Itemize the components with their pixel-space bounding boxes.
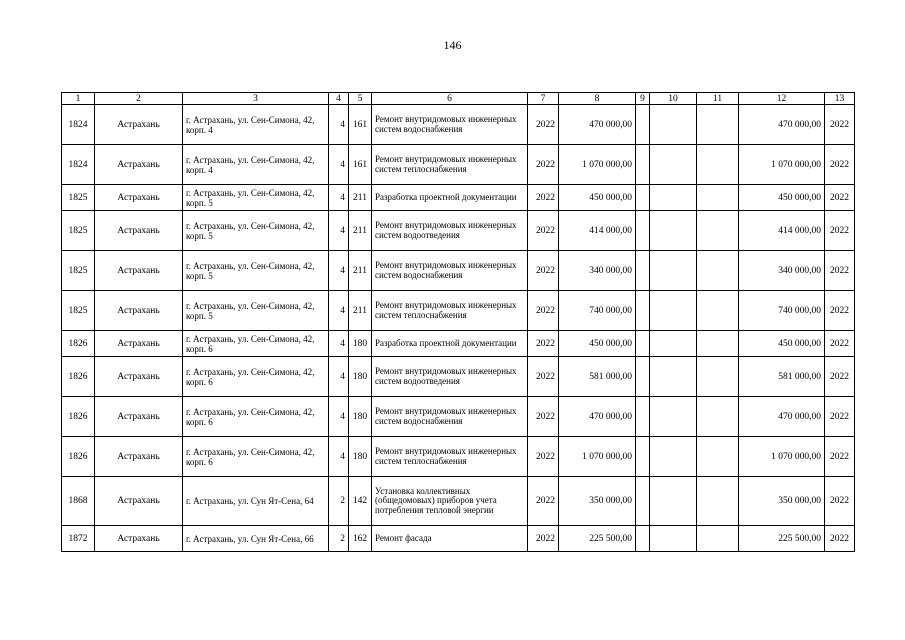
cell-year: 2022: [528, 397, 559, 437]
cell-cost: 740 000,00: [559, 291, 636, 331]
cell-floors: 4: [329, 291, 349, 331]
cell-cost: 1 070 000,00: [559, 437, 636, 477]
cell-work-type: Ремонт внутридомовых инженерных систем водоснабжения: [372, 397, 528, 437]
cell-col-9: [636, 437, 650, 477]
column-header-7: 7: [528, 93, 559, 105]
cell-completion-year: 2022: [825, 145, 855, 185]
cell-year: 2022: [528, 185, 559, 211]
cell-address: г. Астрахань, ул. Сен-Симона, 42, корп. 5: [183, 185, 329, 211]
cell-row-number: 1826: [62, 437, 95, 477]
cell-col-11: [697, 397, 739, 437]
cell-total-cost: 470 000,00: [739, 105, 825, 145]
cell-house-id: 180: [349, 331, 372, 357]
cell-col-11: [697, 145, 739, 185]
cell-work-type: Ремонт внутридомовых инженерных систем водоотведения: [372, 211, 528, 251]
cell-col-10: [650, 357, 697, 397]
cell-total-cost: 470 000,00: [739, 397, 825, 437]
cell-total-cost: 350 000,00: [739, 477, 825, 526]
cell-year: 2022: [528, 105, 559, 145]
cell-col-11: [697, 291, 739, 331]
cell-col-9: [636, 357, 650, 397]
column-header-5: 5: [349, 93, 372, 105]
cell-work-type: Разработка проектной документации: [372, 331, 528, 357]
cell-municipality: Астрахань: [95, 185, 183, 211]
table-row: [62, 185, 855, 211]
cell-floors: 4: [329, 185, 349, 211]
column-header-2: 2: [95, 93, 183, 105]
cell-cost: 340 000,00: [559, 251, 636, 291]
cell-row-number: 1825: [62, 291, 95, 331]
cell-municipality: Астрахань: [95, 437, 183, 477]
cell-floors: 4: [329, 331, 349, 357]
cell-col-9: [636, 526, 650, 552]
cell-cost: 350 000,00: [559, 477, 636, 526]
cell-work-type: Ремонт внутридомовых инженерных систем теплоснабжения: [372, 437, 528, 477]
cell-year: 2022: [528, 251, 559, 291]
cell-col-10: [650, 251, 697, 291]
cell-col-10: [650, 397, 697, 437]
cell-address: г. Астрахань, ул. Сен-Симона, 42, корп. 6: [183, 357, 329, 397]
cell-completion-year: 2022: [825, 397, 855, 437]
cell-address: г. Астрахань, ул. Сен-Симона, 42, корп. 4: [183, 105, 329, 145]
cell-address: г. Астрахань, ул. Сен-Симона, 42, корп. 5: [183, 291, 329, 331]
cell-house-id: 180: [349, 397, 372, 437]
cell-completion-year: 2022: [825, 211, 855, 251]
column-header-8: 8: [559, 93, 636, 105]
cell-col-11: [697, 526, 739, 552]
cell-year: 2022: [528, 357, 559, 397]
cell-completion-year: 2022: [825, 105, 855, 145]
cell-work-type: Ремонт внутридомовых инженерных систем водоотведения: [372, 357, 528, 397]
cell-floors: 4: [329, 357, 349, 397]
cell-col-9: [636, 291, 650, 331]
cell-col-10: [650, 211, 697, 251]
cell-row-number: 1872: [62, 526, 95, 552]
cell-completion-year: 2022: [825, 185, 855, 211]
cell-municipality: Астрахань: [95, 477, 183, 526]
cell-cost: 450 000,00: [559, 331, 636, 357]
cell-total-cost: 1 070 000,00: [739, 437, 825, 477]
cell-year: 2022: [528, 477, 559, 526]
cell-col-11: [697, 105, 739, 145]
cell-col-11: [697, 251, 739, 291]
cell-col-9: [636, 477, 650, 526]
cell-row-number: 1824: [62, 105, 95, 145]
cell-row-number: 1868: [62, 477, 95, 526]
column-header-4: 4: [329, 93, 349, 105]
cell-work-type: Ремонт внутридомовых инженерных систем теплоснабжения: [372, 145, 528, 185]
table-row: [62, 105, 855, 145]
column-header-10: 10: [650, 93, 697, 105]
cell-municipality: Астрахань: [95, 331, 183, 357]
cell-work-type: Ремонт внутридомовых инженерных систем водоснабжения: [372, 251, 528, 291]
cell-row-number: 1825: [62, 211, 95, 251]
cell-address: г. Астрахань, ул. Сен-Симона, 42, корп. 6: [183, 437, 329, 477]
cell-cost: 470 000,00: [559, 105, 636, 145]
cell-col-11: [697, 477, 739, 526]
cell-address: г. Астрахань, ул. Сен-Симона, 42, корп. 6: [183, 397, 329, 437]
cell-col-11: [697, 357, 739, 397]
cell-col-10: [650, 437, 697, 477]
cell-col-10: [650, 331, 697, 357]
cell-house-id: 211: [349, 211, 372, 251]
cell-house-id: 161: [349, 145, 372, 185]
column-header-9: 9: [636, 93, 650, 105]
cell-cost: 470 000,00: [559, 397, 636, 437]
cell-col-9: [636, 251, 650, 291]
cell-row-number: 1825: [62, 251, 95, 291]
cell-col-11: [697, 185, 739, 211]
cell-col-9: [636, 105, 650, 145]
column-header-6: 6: [372, 93, 528, 105]
cell-year: 2022: [528, 437, 559, 477]
cell-cost: 1 070 000,00: [559, 145, 636, 185]
cell-municipality: Астрахань: [95, 291, 183, 331]
cell-municipality: Астрахань: [95, 211, 183, 251]
cell-col-10: [650, 145, 697, 185]
cell-floors: 4: [329, 251, 349, 291]
cell-address: г. Астрахань, ул. Сен-Симона, 42, корп. 6: [183, 331, 329, 357]
column-header-11: 11: [697, 93, 739, 105]
cell-total-cost: 225 500,00: [739, 526, 825, 552]
cell-row-number: 1824: [62, 145, 95, 185]
cell-work-type: Разработка проектной документации: [372, 185, 528, 211]
cell-col-9: [636, 397, 650, 437]
cell-municipality: Астрахань: [95, 105, 183, 145]
table-row: [62, 331, 855, 357]
cell-col-10: [650, 185, 697, 211]
cell-municipality: Астрахань: [95, 397, 183, 437]
cell-work-type: Ремонт фасада: [372, 526, 528, 552]
cell-address: г. Астрахань, ул. Сун Ят-Сена, 66: [183, 526, 329, 552]
cell-completion-year: 2022: [825, 291, 855, 331]
cell-work-type: Ремонт внутридомовых инженерных систем теплоснабжения: [372, 291, 528, 331]
table-row: [62, 397, 855, 437]
cell-work-type: Установка коллективных (общедомовых) приборов учета потребления тепловой энергии: [372, 477, 528, 526]
cell-col-9: [636, 211, 650, 251]
table-row: [62, 291, 855, 331]
cell-row-number: 1826: [62, 331, 95, 357]
cell-cost: 414 000,00: [559, 211, 636, 251]
table-row: [62, 477, 855, 526]
cell-floors: 4: [329, 145, 349, 185]
cell-col-10: [650, 526, 697, 552]
cell-completion-year: 2022: [825, 331, 855, 357]
cell-floors: 2: [329, 477, 349, 526]
cell-municipality: Астрахань: [95, 357, 183, 397]
table-row: [62, 437, 855, 477]
cell-year: 2022: [528, 211, 559, 251]
cell-col-9: [636, 145, 650, 185]
cell-floors: 2: [329, 526, 349, 552]
cell-completion-year: 2022: [825, 477, 855, 526]
column-header-13: 13: [825, 93, 855, 105]
table-row: [62, 357, 855, 397]
cell-year: 2022: [528, 526, 559, 552]
header-row: [62, 93, 855, 105]
cell-col-10: [650, 105, 697, 145]
cell-row-number: 1825: [62, 185, 95, 211]
cell-house-id: 142: [349, 477, 372, 526]
page-number: 146: [443, 38, 462, 52]
cell-total-cost: 1 070 000,00: [739, 145, 825, 185]
cell-completion-year: 2022: [825, 437, 855, 477]
cell-year: 2022: [528, 331, 559, 357]
cell-year: 2022: [528, 291, 559, 331]
cell-floors: 4: [329, 211, 349, 251]
column-header-3: 3: [183, 93, 329, 105]
table-row: [62, 211, 855, 251]
cell-col-10: [650, 291, 697, 331]
cell-address: г. Астрахань, ул. Сен-Симона, 42, корп. 5: [183, 251, 329, 291]
cell-house-id: 211: [349, 251, 372, 291]
cell-house-id: 161: [349, 105, 372, 145]
cell-work-type: Ремонт внутридомовых инженерных систем водоснабжения: [372, 105, 528, 145]
cell-house-id: 211: [349, 291, 372, 331]
column-header-1: 1: [62, 93, 95, 105]
cell-col-10: [650, 477, 697, 526]
cell-municipality: Астрахань: [95, 145, 183, 185]
cell-floors: 4: [329, 437, 349, 477]
table-row: [62, 251, 855, 291]
cell-col-11: [697, 211, 739, 251]
cell-completion-year: 2022: [825, 357, 855, 397]
cell-total-cost: 414 000,00: [739, 211, 825, 251]
cell-col-11: [697, 437, 739, 477]
cell-year: 2022: [528, 145, 559, 185]
cell-col-9: [636, 331, 650, 357]
cell-row-number: 1826: [62, 397, 95, 437]
cell-row-number: 1826: [62, 357, 95, 397]
cell-municipality: Астрахань: [95, 251, 183, 291]
cell-total-cost: 581 000,00: [739, 357, 825, 397]
cell-house-id: 162: [349, 526, 372, 552]
cell-cost: 450 000,00: [559, 185, 636, 211]
table-row: [62, 526, 855, 552]
cell-cost: 225 500,00: [559, 526, 636, 552]
cell-address: г. Астрахань, ул. Сун Ят-Сена, 64: [183, 477, 329, 526]
table-row: [62, 145, 855, 185]
cell-house-id: 180: [349, 437, 372, 477]
cell-address: г. Астрахань, ул. Сен-Симона, 42, корп. 4: [183, 145, 329, 185]
cell-house-id: 211: [349, 185, 372, 211]
cell-col-9: [636, 185, 650, 211]
cell-municipality: Астрахань: [95, 526, 183, 552]
cell-completion-year: 2022: [825, 526, 855, 552]
cell-total-cost: 450 000,00: [739, 185, 825, 211]
cell-col-11: [697, 331, 739, 357]
cell-total-cost: 340 000,00: [739, 251, 825, 291]
column-header-12: 12: [739, 93, 825, 105]
cell-floors: 4: [329, 397, 349, 437]
cell-total-cost: 450 000,00: [739, 331, 825, 357]
table-body: [62, 105, 855, 552]
cell-completion-year: 2022: [825, 251, 855, 291]
cell-house-id: 180: [349, 357, 372, 397]
works-table: [61, 92, 855, 552]
cell-cost: 581 000,00: [559, 357, 636, 397]
cell-total-cost: 740 000,00: [739, 291, 825, 331]
cell-floors: 4: [329, 105, 349, 145]
cell-address: г. Астрахань, ул. Сен-Симона, 42, корп. 5: [183, 211, 329, 251]
